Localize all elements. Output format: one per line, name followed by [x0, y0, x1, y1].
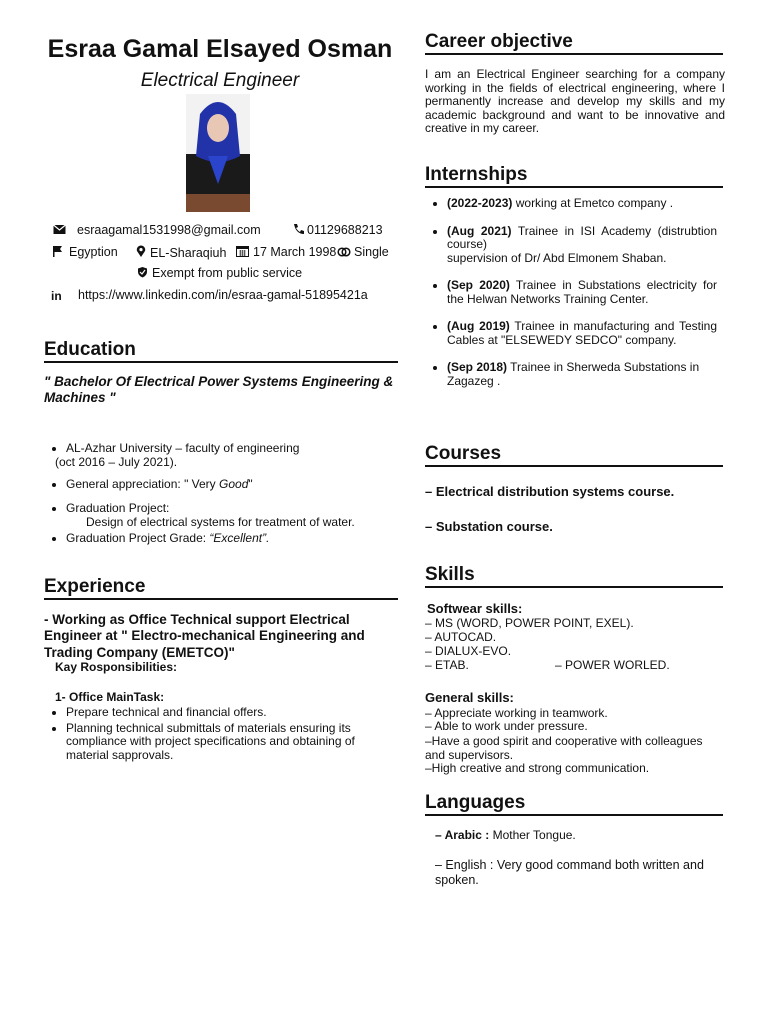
envelope-icon — [53, 224, 66, 235]
task-item: • Planning technical submittals of materials ensuring its compliance with project specifications and obtaining of material sapprovals. — [66, 722, 390, 763]
nationality-text: Egyption — [69, 245, 118, 259]
nationality — [52, 245, 118, 259]
linkedin-icon: in — [51, 289, 62, 303]
degree-title: " Bachelor Of Electrical Power Systems Engineering & Machines " — [44, 374, 394, 405]
location-text: EL-Sharaqiuh — [150, 246, 227, 260]
course-item: – Substation course. — [425, 519, 553, 534]
general-skill: –High creative and strong communication. — [425, 761, 650, 775]
phone-icon — [292, 223, 305, 234]
military-status — [137, 266, 302, 280]
software-skill: – ETAB. — [425, 658, 469, 672]
email-contact — [53, 223, 261, 237]
language-arabic: – Arabic : Mother Tongue. — [435, 828, 576, 842]
phone-text[interactable]: 01129688213 — [307, 223, 383, 237]
experience-heading: Experience — [44, 576, 398, 600]
shield-icon — [137, 266, 148, 277]
calendar-icon — [236, 245, 249, 256]
job-title: - Working as Office Technical support Electrical Engineer at " Electro-mechanical Engineering and Trading Company (EMETCO)" — [44, 612, 365, 660]
task-label: 1- Office MainTask: — [55, 690, 165, 704]
flag-icon — [52, 245, 65, 256]
career-heading: Career objective — [425, 31, 723, 55]
map-pin-icon — [136, 245, 146, 256]
candidate-name: Esraa Gamal Elsayed Osman — [47, 35, 393, 63]
university-dates: (oct 2016 – July 2021). — [55, 454, 178, 469]
education-details — [44, 442, 394, 545]
linkedin-url[interactable]: https://www.linkedin.com/in/esraa-gamal-51895421a — [78, 288, 368, 302]
internships-heading: Internships — [425, 164, 723, 188]
appreciation-item: • General appreciation: " Very Good" — [66, 478, 394, 492]
linkedin-contact — [51, 288, 368, 302]
internship-item: • (2022-2023) working at Emetco company . — [447, 197, 717, 211]
career-text: I am an Electrical Engineer searching for a company working in the fields of electrical engineering, where I permanently increase and develop my skills and my academic background and want to be innovative and creative in my career. — [425, 67, 725, 135]
graduation-project-text: Design of electrical systems for treatment of water. — [86, 515, 355, 529]
software-skill: – MS (WORD, POWER POINT, EXEL). — [425, 616, 634, 630]
graduation-project-item: • Graduation Project: Design of electrical systems for treatment of water. — [66, 502, 394, 530]
software-skill: – AUTOCAD. — [425, 630, 497, 644]
internship-item: • (Aug 2021) Trainee in ISI Academy (distrubtion course) supervision of Dr/ Abd Elmonem Shaban. — [447, 225, 717, 266]
email-text[interactable]: esraagamal1531998@gmail.com — [77, 223, 261, 237]
software-skill: – DIALUX-EVO. — [425, 644, 512, 658]
task-list — [44, 706, 390, 762]
task-item: • Prepare technical and financial offers. — [66, 706, 390, 720]
birth-date — [236, 245, 336, 259]
education-heading: Education — [44, 339, 398, 363]
general-skill: –Have a good spirit and cooperative with colleagues and supervisors. — [425, 734, 703, 762]
military-status-text: Exempt from public service — [152, 266, 303, 280]
internship-item: • (Aug 2019) Trainee in manufacturing and Testing Cables at "ELSEWEDY SEDCO" company. — [447, 320, 717, 347]
internship-item: • (Sep 2018) Trainee in Sherweda Substations in Zagazeg . — [447, 361, 717, 388]
general-skill: – Appreciate working in teamwork. — [425, 706, 608, 720]
software-skills-label: Softwear skills: — [427, 601, 523, 616]
profile-photo — [186, 94, 250, 212]
birth-date-text: 17 March 1998 — [253, 245, 337, 259]
course-item: – Electrical distribution systems course. — [425, 484, 675, 499]
courses-heading: Courses — [425, 443, 723, 467]
university-item: • AL-Azhar University – faculty of engineering — [66, 442, 394, 456]
software-skill: – POWER WORLED. — [555, 658, 670, 672]
responsibilities-label: Kay Rosponsibilities: — [55, 660, 178, 674]
internship-item: • (Sep 2020) Trainee in Substations electricity for the Helwan Networks Training Center. — [447, 279, 717, 306]
candidate-title: Electrical Engineer — [140, 70, 300, 91]
marital-status-text: Single — [354, 245, 389, 259]
language-english: – English : Very good command both written and spoken. — [435, 858, 704, 887]
general-skill: – Able to work under pressure. — [425, 719, 588, 733]
general-skills-label: General skills: — [425, 690, 514, 705]
rings-icon — [337, 246, 351, 257]
skills-heading: Skills — [425, 564, 723, 588]
marital-status — [337, 245, 389, 259]
phone-contact — [292, 223, 383, 237]
internship-list — [425, 197, 717, 388]
location — [136, 245, 226, 260]
project-grade-item: • Graduation Project Grade: “Excellent”. — [66, 532, 394, 546]
languages-heading: Languages — [425, 792, 723, 816]
